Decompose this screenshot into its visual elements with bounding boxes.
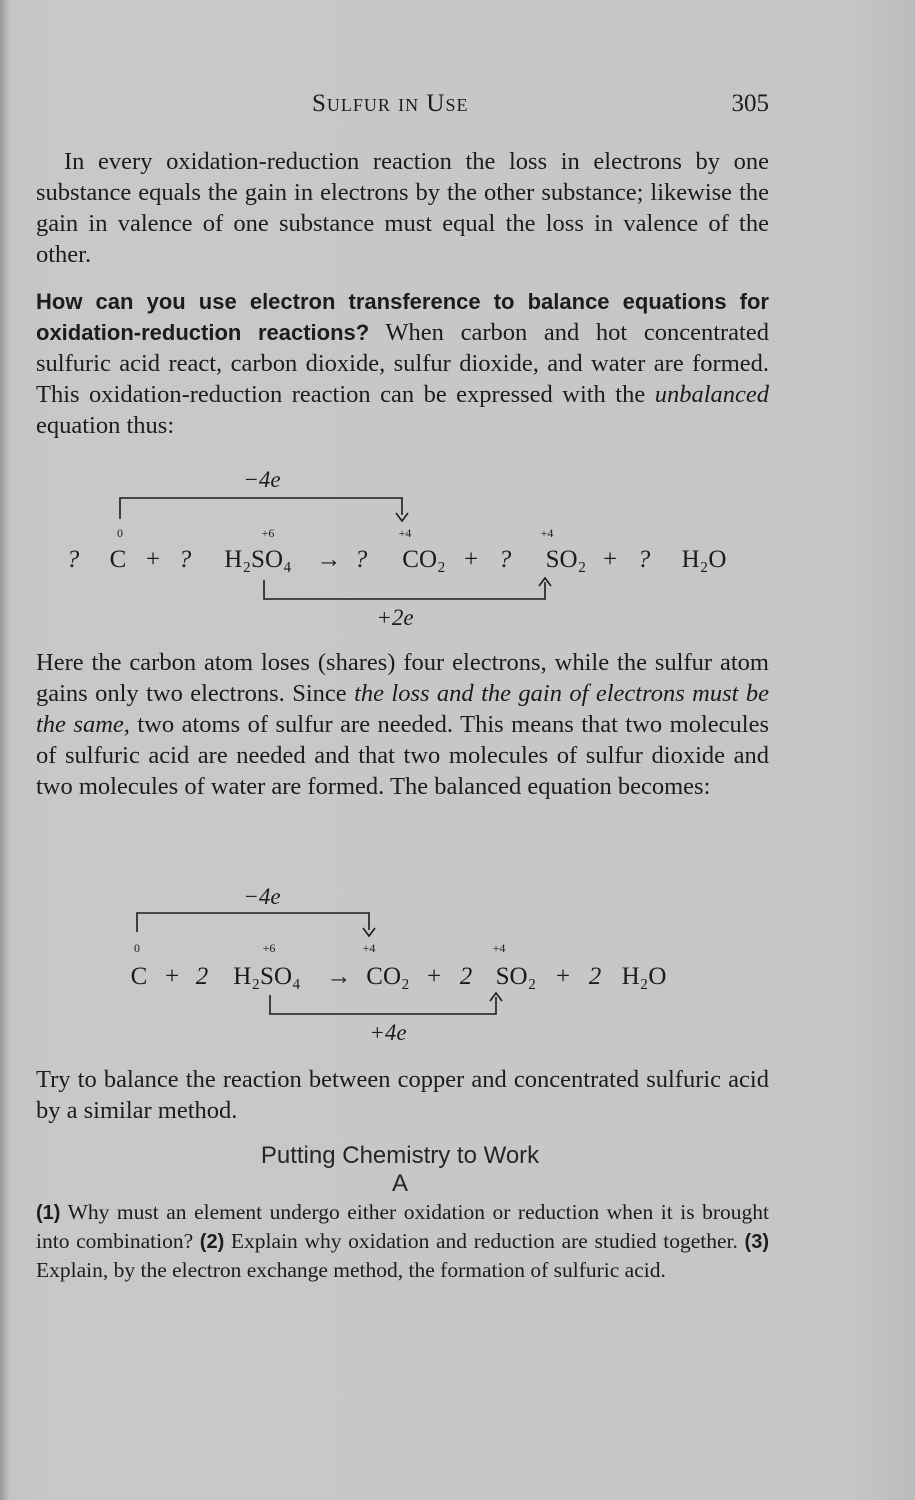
guiding-question: How can you use electron transference to balance equations for oxidation-reduction reactions? bbox=[36, 289, 769, 345]
unbalanced-equation-diagram bbox=[0, 460, 915, 635]
oxidation-state-co2-carbon: +4 bbox=[398, 526, 412, 540]
electron-gain-label: +2e bbox=[376, 605, 414, 630]
eq-term: C bbox=[130, 963, 148, 990]
emphasis-loss-gain: the loss and the gain of electrons must be the same, bbox=[36, 680, 769, 738]
oxidation-state-sulfuric-sulfur: +6 bbox=[262, 941, 276, 955]
paragraph-balancing-explanation bbox=[36, 647, 769, 802]
eq-term: ? bbox=[498, 546, 512, 573]
oxidation-state-sulfuric-sulfur: +6 bbox=[261, 526, 275, 540]
electron-gain-bracket bbox=[264, 580, 545, 599]
eq-term: SO₂ bbox=[495, 963, 537, 990]
page-header bbox=[0, 90, 915, 122]
eq-term: C bbox=[109, 546, 127, 573]
oxidation-state-carbon: 0 bbox=[117, 526, 123, 540]
oxidation-state-carbon: 0 bbox=[134, 941, 140, 955]
balanced-equation-diagram bbox=[0, 877, 915, 1052]
question-text: Explain, by the electron exchange method, the formation of sulfuric acid. bbox=[36, 1258, 666, 1282]
eq-term: H₂SO₄ bbox=[224, 546, 292, 573]
eq-term: → bbox=[316, 546, 342, 573]
eq-term: H₂O bbox=[681, 546, 727, 573]
section-subtitle: A bbox=[391, 1170, 408, 1197]
eq-term: CO₂ bbox=[366, 963, 410, 990]
eq-term: 2 bbox=[588, 963, 602, 990]
emphasis-unbalanced: unbalanced bbox=[654, 381, 769, 408]
paragraph-electron-balance: In every oxidation-reduction reaction the loss in electrons by one substance equals the gain in electrons by the other substance; likewise the gain in valence of one substance must equal the loss in valence of the other. bbox=[36, 148, 769, 268]
eq-term: SO₂ bbox=[545, 546, 587, 573]
question-number: (1) bbox=[36, 1202, 61, 1224]
eq-term: + bbox=[602, 546, 618, 573]
eq-term: H₂SO₄ bbox=[233, 963, 301, 990]
section-title: Putting Chemistry to Work bbox=[260, 1142, 540, 1169]
eq-term: ? bbox=[66, 546, 80, 573]
electron-loss-label: −4e bbox=[243, 884, 281, 909]
eq-term: + bbox=[555, 963, 571, 990]
eq-term: ? bbox=[637, 546, 651, 573]
eq-term: H₂O bbox=[621, 963, 667, 990]
exercise-questions bbox=[36, 1198, 769, 1284]
oxidation-state-co2-carbon: +4 bbox=[362, 941, 376, 955]
eq-term: ? bbox=[178, 546, 192, 573]
question-text: Explain why oxidation and reduction are studied together. bbox=[224, 1229, 745, 1253]
electron-gain-label: +4e bbox=[369, 1020, 407, 1045]
eq-term: → bbox=[326, 963, 352, 990]
eq-term: + bbox=[164, 963, 180, 990]
eq-term: 2 bbox=[195, 963, 209, 990]
question-number: (3) bbox=[744, 1231, 769, 1253]
paragraph-copper-exercise: Try to balance the reaction between copper and concentrated sulfuric acid by a similar method. bbox=[36, 1066, 769, 1124]
eq-term: 2 bbox=[459, 963, 473, 990]
question-number: (2) bbox=[199, 1231, 225, 1253]
eq-term: ? bbox=[354, 546, 368, 573]
paragraph-text: equation thus: bbox=[36, 412, 175, 439]
question-text: Why must an element undergo either oxidation or reduction when it is brought into combination? bbox=[36, 1200, 769, 1253]
electron-loss-bracket bbox=[120, 498, 402, 519]
oxidation-state-so2-sulfur: +4 bbox=[540, 526, 554, 540]
paragraph-text: two atoms of sulfur are needed. This means that two molecules of sulfuric acid are needed and that two molecules of sulfur dioxide and two molecules of water are formed. The balanced equation becomes: bbox=[36, 711, 769, 800]
eq-term: + bbox=[426, 963, 442, 990]
electron-gain-bracket bbox=[270, 995, 496, 1014]
oxidation-state-so2-sulfur: +4 bbox=[492, 941, 506, 955]
paragraph-text: Here the carbon atom loses (shares) four electrons, while the sulfur atom gains only two electrons. Since bbox=[36, 649, 769, 707]
eq-term: CO₂ bbox=[402, 546, 446, 573]
electron-loss-label: −4e bbox=[243, 467, 281, 492]
page-number: 305 bbox=[731, 90, 769, 117]
paragraph-text: When carbon and hot concentrated sulfuric acid react, carbon dioxide, sulfur dioxide, and water are formed. This oxidation-reduction reaction can be expressed with the bbox=[36, 319, 769, 408]
running-head: Sulfur in Use bbox=[312, 90, 469, 117]
eq-term: + bbox=[463, 546, 479, 573]
eq-term: + bbox=[145, 546, 161, 573]
paragraph-electron-transference bbox=[36, 286, 769, 441]
electron-loss-bracket bbox=[137, 913, 369, 932]
